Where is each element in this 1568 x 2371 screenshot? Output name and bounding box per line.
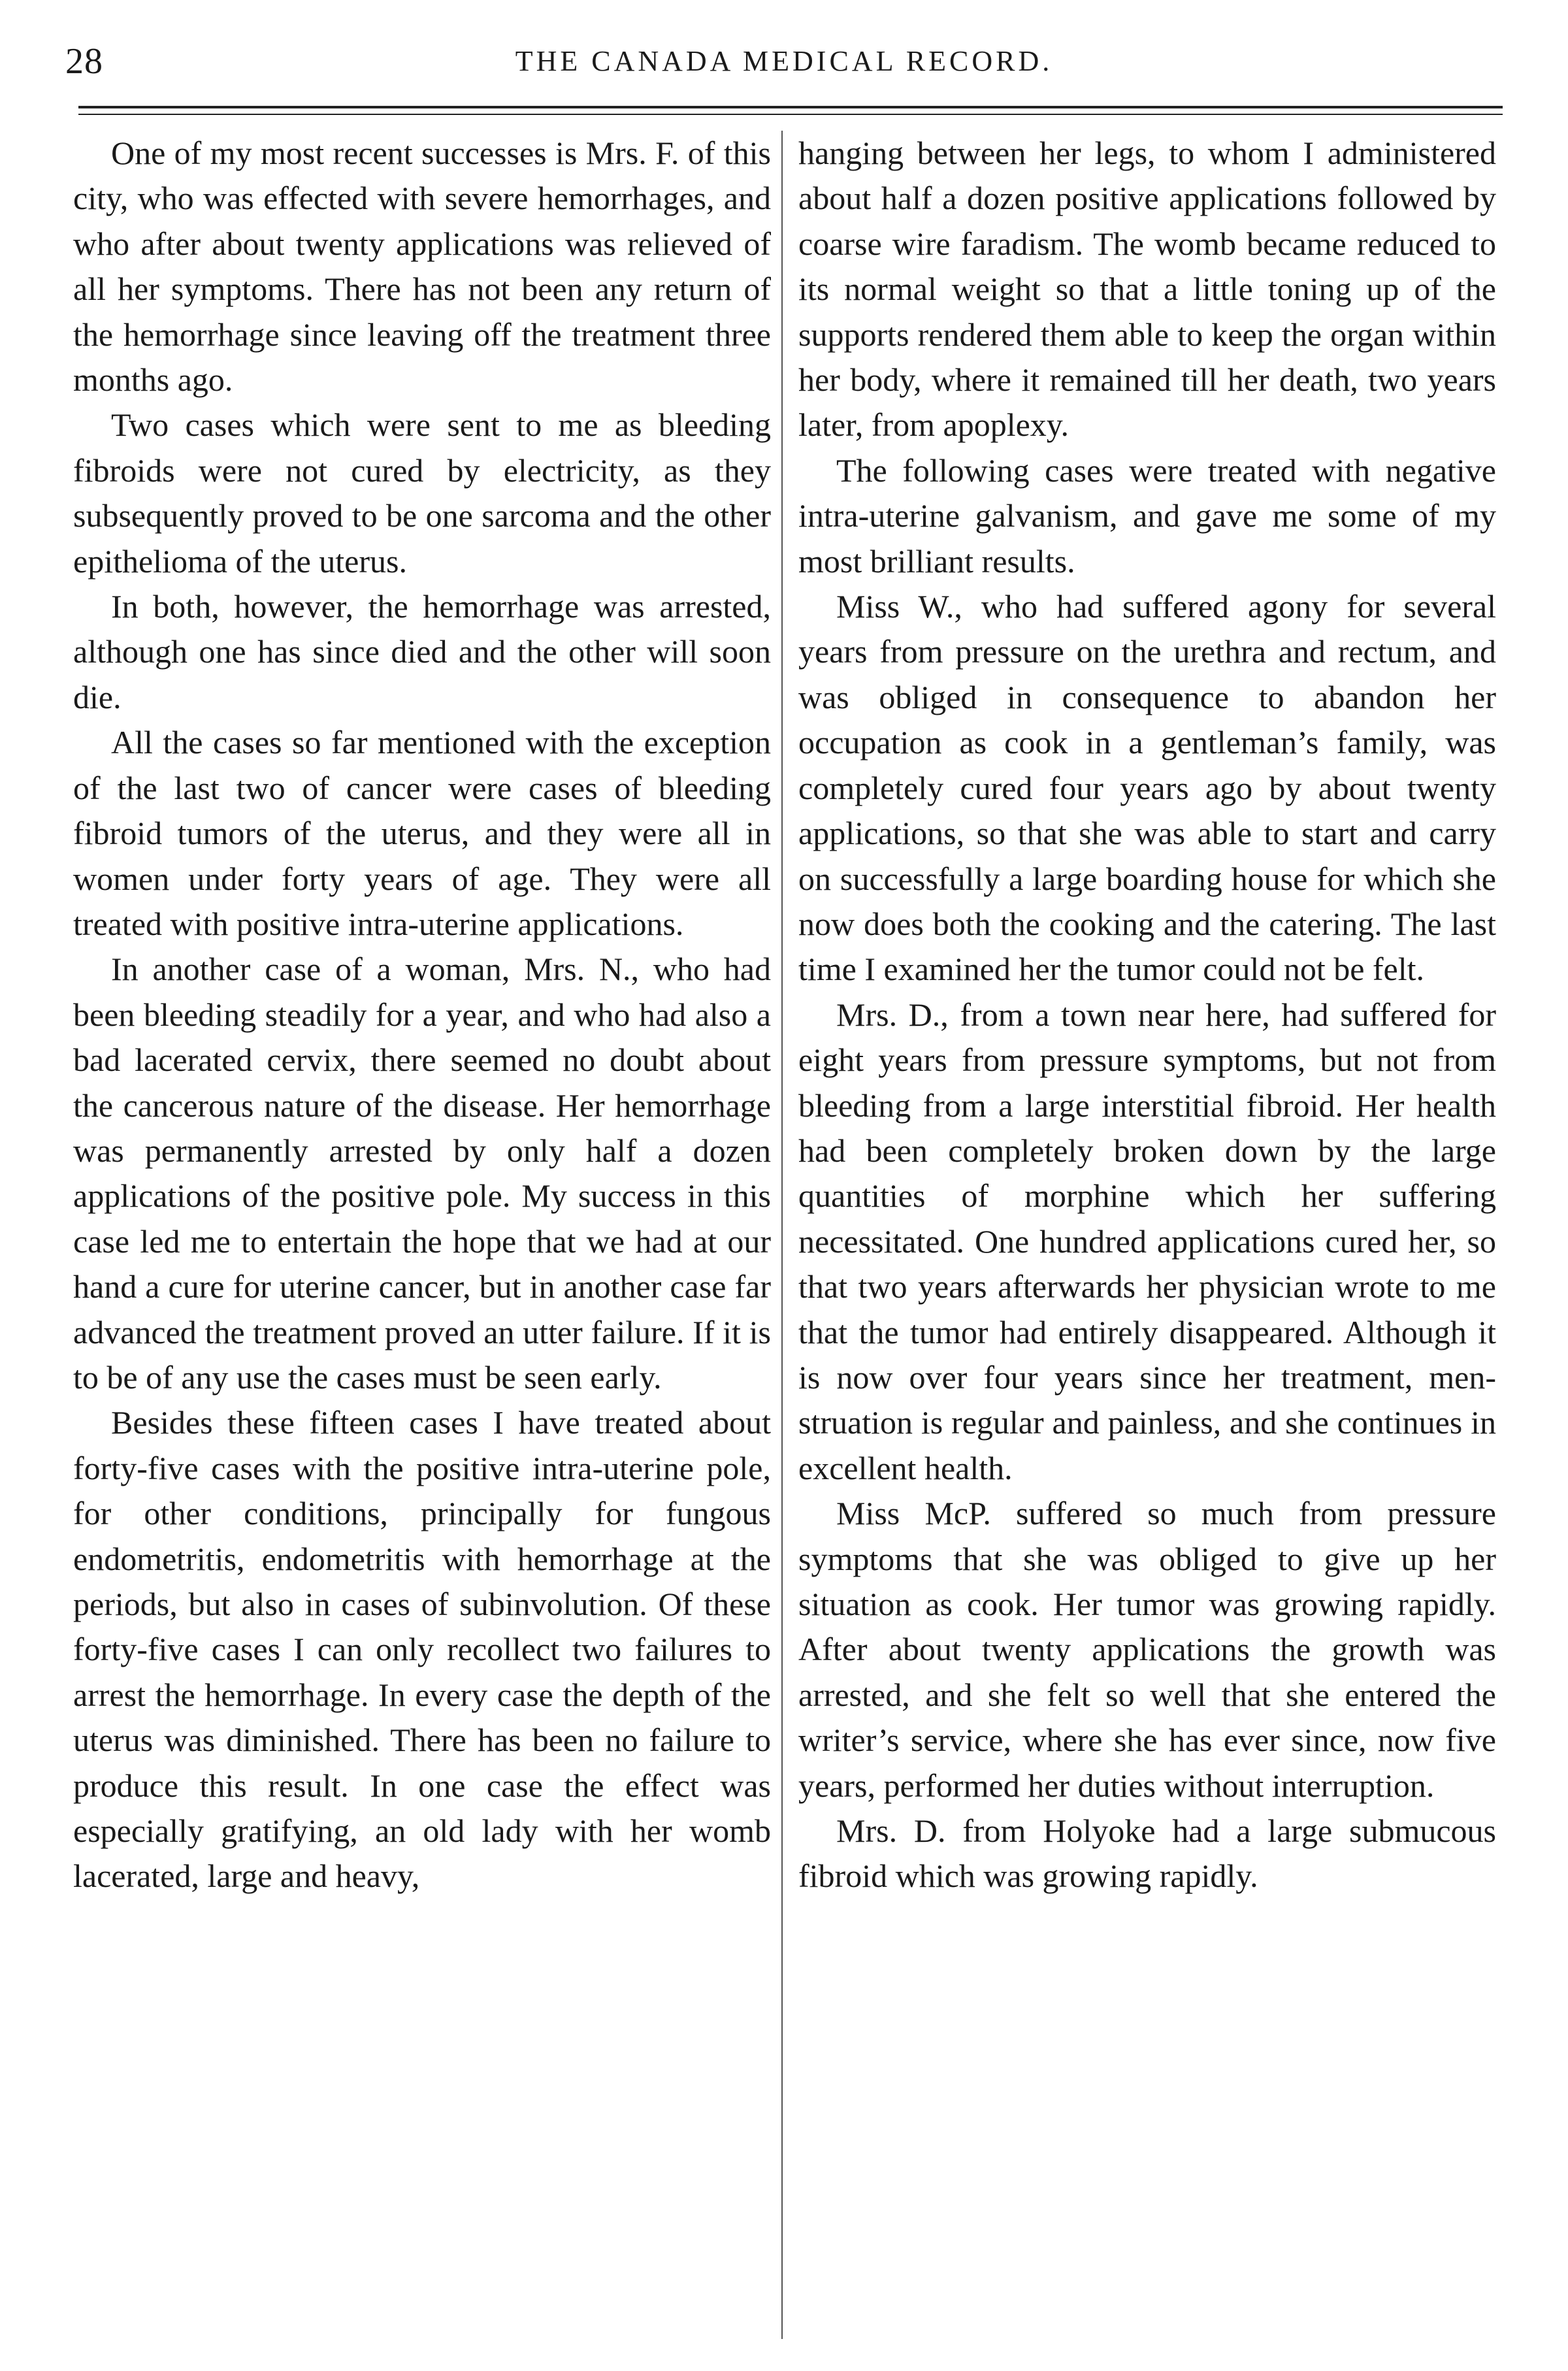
- right-column: [798, 131, 1496, 1899]
- column-divider: [781, 131, 783, 2339]
- paragraph: The following cases were treated with negative intra-uterine galvanism, and gave me some of my most brilliant results.: [798, 451, 1496, 580]
- page-header: [65, 41, 1503, 93]
- running-title: THE CANADA MEDICAL RECORD.: [515, 45, 1053, 77]
- paragraph: Mrs. D., from a town near here, had suffered for eight years from pressure symptoms, but not from bleeding from a large interstitial fibroid. Her health had been completely broken down by the large quantities of morphine which her suffering necessitated. One hundred applications cured her, so that two years afterwards her physician wrote to me that the tumor had entirely disappeared. Although it is now over four years since her treatment, menstruation is regular and painless, and she continues in excellent health.: [798, 996, 1496, 1486]
- paragraph: Miss W., who had suffered agony for several years from pressure on the urethra and rectum, and was obliged in consequence to abandon her occupation as cook in a gentleman’s family, was completely cured four years ago by about twenty applications, so that she was able to start and carry on successfully a large boarding house for which she now does both the cooking and the catering. The last time I examined her the tumor could not be felt.: [798, 588, 1496, 988]
- left-column: [73, 131, 771, 1899]
- paragraph: Mrs. D. from Holyoke had a large submucous fibroid which was growing rapidly.: [798, 1812, 1496, 1895]
- paragraph: In both, however, the hemorrhage was arrested, although one has since died and the other will soon die.: [73, 588, 771, 715]
- paragraph: In another case of a woman, Mrs. N., who had been bleeding steadily for a year, and who had also a bad lacerated cervix, there seemed no doubt about the cancerous nature of the disease. Her hemorrhage was permanently arrested by only half a dozen applications of the positive pole. My success in this case led me to entertain the hope that we had at our hand a cure for uterine cancer, but in another case far advanced the treatment proved an utter failure. If it is to be of any use the cases must be seen early.: [73, 951, 771, 1396]
- paragraph: All the cases so far mentioned with the exception of the last two of cancer were cases of bleeding fibroid tumors of the uterus, and they were all in women under forty years of age. They were all treated with positive intra-uterine applications.: [73, 724, 771, 942]
- header-rule-thin: [78, 114, 1503, 115]
- paragraph: Miss McP. suffered so much from pressure symptoms that she was obliged to give up her situation as cook. Her tumor was growing rapidly. After about twenty applications the growth was arrested, and she felt so well that she entered the writer’s service, where she has ever since, now five years, performed her duties without interruption.: [798, 1495, 1496, 1804]
- header-rule: [78, 106, 1503, 108]
- paragraph: Two cases which were sent to me as bleeding fibroids were not cured by electricity, as they subsequently proved to be one sarcoma and the other epithelioma of the uterus.: [73, 406, 771, 580]
- paragraph: Besides these fifteen cases I have treated about forty-five cases with the positive intra-uterine pole, for other conditions, principally for fungous endometritis, endometritis with hemorrhage at the periods, but also in cases of subinvolution. Of these forty-five cases I can only recollect two failures to arrest the hemorrhage. In every case the depth of the uterus was diminished. There has been no failure to produce this result. In one case the effect was especially gratifying, an old lady with her womb lacerated, large and heavy,: [73, 1404, 771, 1895]
- paragraph-continued: hanging between her legs, to whom I administered about half a dozen positive applications followed by coarse wire faradism. The womb became reduced to its normal weight so that a little toning up of the supports rendered them able to keep the organ within her body, where it remained till her death, two years later, from apoplexy.: [798, 135, 1496, 444]
- paragraph: One of my most recent successes is Mrs. F. of this city, who was effected with severe hemorrhages, and who after about twenty applications was relieved of all her symptoms. There has not been any return of the hemorrhage since leaving off the treatment three months ago.: [73, 135, 771, 399]
- page-number: 28: [65, 41, 103, 82]
